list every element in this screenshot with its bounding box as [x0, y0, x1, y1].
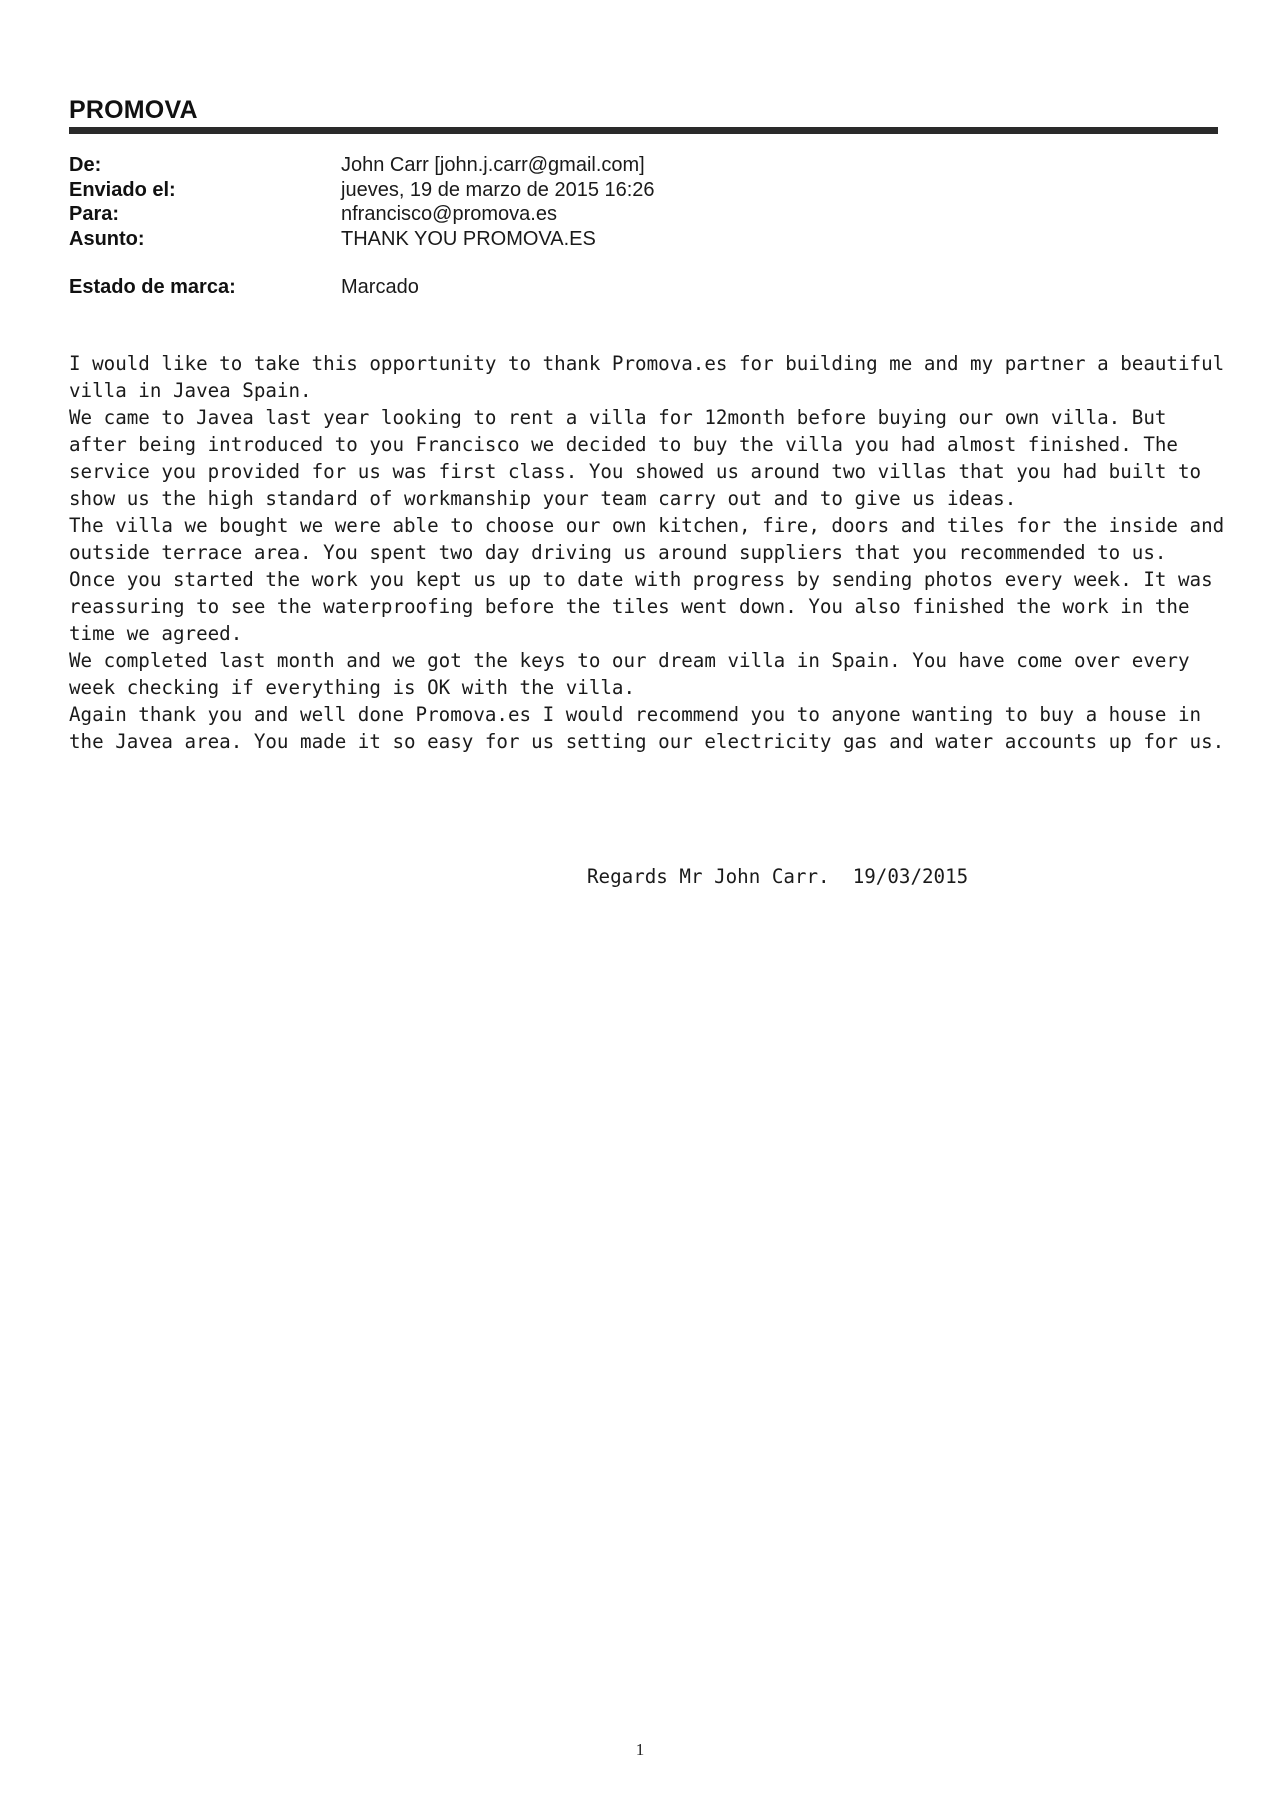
body-paragraph: We came to Javea last year looking to rent a villa for 12month before buying our own villa. But after being introduced to you Francisco we decided to buy the villa you had almost finished. The service you provided for us was first class. You showed us around two villas that you had built to show us the high standard of workmanship your team carry out and to give us ideas. — [69, 406, 1202, 510]
body-paragraph: The villa we bought we were able to choose our own kitchen, fire, doors and tiles for the inside and outside terrace area. You spent two day driving us around suppliers that you recommended to us. — [69, 514, 1225, 564]
sent-value: jueves, 19 de marzo de 2015 16:26 — [341, 178, 655, 201]
signature-line: Regards Mr John Carr. 19/03/2015 — [587, 865, 969, 888]
subject-label: Asunto: — [69, 227, 145, 250]
body-paragraph: I would like to take this opportunity to thank Promova.es for building me and my partner a beautiful villa in Javea Spain. — [69, 352, 1225, 402]
sent-row — [69, 178, 1169, 203]
org-title: PROMOVA — [69, 96, 198, 124]
from-label: De: — [69, 154, 102, 176]
title-rule — [69, 127, 1218, 134]
sent-label: Enviado el: — [69, 178, 176, 201]
page-number: 1 — [635, 1740, 645, 1759]
body-paragraph: We completed last month and we got the keys to our dream villa in Spain. You have come over every week checking if everything is OK with the villa. — [69, 649, 1190, 699]
flag-value: Marcado — [341, 276, 419, 298]
body-paragraph: Once you started the work you kept us up to date with progress by sending photos every week. It was reassuring to see the waterproofing before the tiles went down. You also finished the work in the time we agreed. — [69, 568, 1213, 645]
subject-value: THANK YOU PROMOVA.ES — [341, 227, 596, 250]
email-header — [69, 153, 1169, 251]
flag-row — [69, 275, 419, 299]
to-value: nfrancisco@promova.es — [341, 203, 557, 225]
to-row — [69, 202, 1169, 227]
flag-label: Estado de marca: — [69, 276, 236, 298]
from-row — [69, 153, 1169, 178]
to-label: Para: — [69, 203, 120, 225]
body-paragraph: Again thank you and well done Promova.es I would recommend you to anyone wanting to buy a house in the Javea area. You made it so easy for us setting our electricity gas and water accounts up for us. — [69, 703, 1225, 753]
email-body — [69, 350, 1229, 755]
subject-row — [69, 227, 1169, 252]
from-value: John Carr [john.j.carr@gmail.com] — [341, 154, 645, 176]
